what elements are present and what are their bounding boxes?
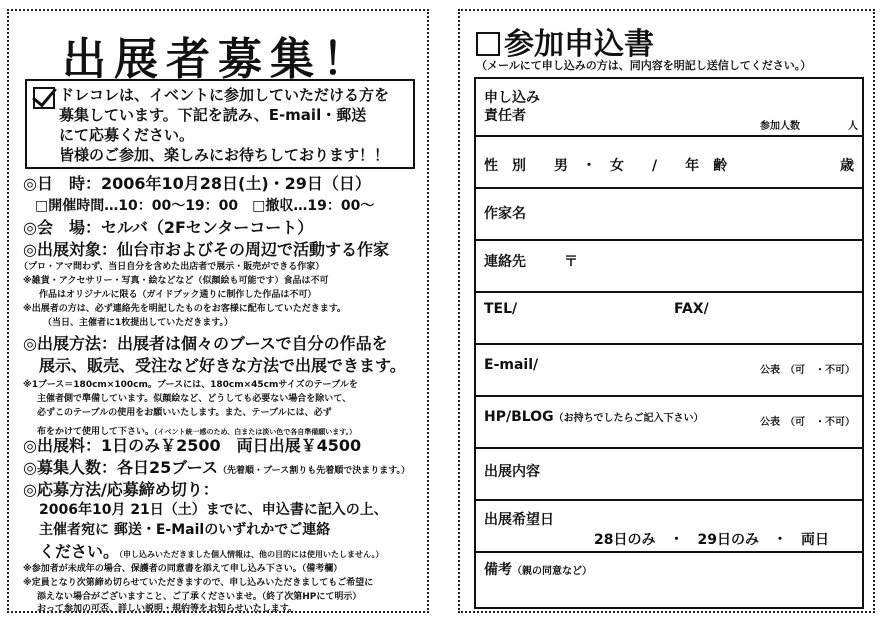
label-contact: 連絡先	[484, 254, 526, 270]
intro-line-1: ドレコレは、イベントに参加していただける方を	[59, 86, 390, 104]
apply-line: ◎応募方法/応募締め切り：	[23, 480, 219, 499]
intro-line-3: にて応募ください。	[59, 126, 195, 144]
method-line: ◎出展方法：出展者は個々のブースで自分の作品を	[23, 334, 388, 353]
form-row-preferred-day[interactable]	[476, 501, 862, 553]
label-day-options: 28日のみ ・ 29日のみ ・ 両日	[594, 532, 829, 548]
intro-line-4: 皆様のご参加、楽しみにお待ちしております！！	[59, 146, 390, 164]
label-preferred-day: 出展希望日	[484, 512, 554, 528]
label-participants: 参加人数	[760, 121, 800, 132]
intro-box	[25, 79, 415, 169]
label-postal-mark: 〒	[564, 254, 578, 270]
application-note: （メールにて申し込みの方は、同内容を明記し送信してください。）	[476, 59, 812, 72]
label-remarks	[484, 559, 592, 579]
form-row-gender-age[interactable]	[476, 137, 862, 189]
apply-line-1: 2006年10月 21日（土）までに、申込書に記入の上、	[39, 502, 388, 518]
count-line	[23, 455, 410, 478]
fee-line: ◎出展料：1日のみ￥2500 両日出展￥4500	[23, 436, 362, 455]
label-remarks-note: （親の同意など）	[512, 566, 592, 577]
target-line: ◎出展対象：仙台市およびその周辺で活動する作家	[23, 240, 389, 259]
form-row-email[interactable]	[476, 345, 862, 397]
form-row-artist-name[interactable]	[476, 189, 862, 241]
hours-line: □開催時間…10：00〜19：00 □撤収…19：00〜	[35, 198, 375, 214]
label-hp-public: 公表 （可 ・不可）	[760, 417, 855, 428]
recruitment-title: 出展者募集！	[62, 34, 374, 85]
method-note-4a: 布をかけて使用して下さい。	[37, 427, 155, 437]
form-row-remarks[interactable]	[476, 553, 862, 609]
intro-line-2: 募集しています。下記を読み、E-mail・郵送	[59, 106, 367, 124]
target-note-2: ※雑貨・アクセサリー・写真・絵などなど（似顔絵も可能です）食品は不可	[23, 276, 329, 286]
target-note-3: 作品はオリジナルに限る（ガイドブック通りに制作した作品は不可）	[39, 290, 317, 300]
application-form	[474, 77, 864, 609]
label-remarks-text: 備考	[484, 562, 512, 578]
method-line-2: 展示、販売、受注など好きな方法で出展できます。	[39, 356, 406, 375]
label-apply: 申し込み	[484, 90, 540, 106]
apply-line-3a: ください。	[39, 542, 120, 561]
label-artist-name: 作家名	[484, 206, 526, 222]
application-panel	[458, 9, 875, 613]
form-row-content[interactable]	[476, 449, 862, 501]
method-note-2: 主催者側で準備しています。似顔絵など、どうしても必要ない場合を除いて、	[37, 394, 352, 404]
label-hp-blog	[484, 409, 703, 425]
method-note-4b: （イベント統一感のため、白または淡い色で各自準備願います。）	[154, 428, 357, 436]
label-hp-blog-note: （お持ちでしたらご記入下さい）	[553, 413, 704, 424]
apply-line-3b: （申し込みいただきました個人情報は、他の目的には使用いたしません。）	[119, 550, 384, 559]
square-icon	[476, 32, 500, 56]
note-1: ※参加者が未成年の場合、保護者の同意書を添えて申し込み下さい。（備考欄）	[23, 564, 343, 574]
target-note-4: ※出展者の方は、必ず連絡先を明記したものをお客様に配布していただきます。	[23, 304, 347, 314]
checkbox-check-icon	[33, 87, 55, 109]
form-row-contact[interactable]	[476, 241, 862, 293]
label-age-unit: 歳	[840, 158, 854, 174]
note-3: 添えない場合がございますこと、ご了承くださいませ。（終了次第HPにて明示）	[37, 592, 362, 602]
date-line: ◎日 時：2006年10月28日(土)・29日（日）	[23, 174, 371, 193]
label-gender-age: 性 別 男 ・ 女 / 年 齢	[484, 158, 728, 174]
venue-line: ◎会 場：セルバ（2Fセンターコート）	[23, 218, 314, 237]
note-2: ※定員となり次第締め切らせていただきますので、申し込みいただきましてもご希望に	[23, 578, 374, 588]
apply-line-2: 主催者宛に 郵送・E-Mailのいずれかでご連絡	[39, 522, 331, 538]
target-note-5: （当日、主催者に1枚提出していただきます。）	[43, 318, 234, 328]
note-4: おって参加の可否、詳しい説明・規約等をお知らせいたします。	[37, 604, 298, 614]
count-text: ◎募集人数：各日25ブース	[23, 458, 218, 477]
apply-line-3	[39, 539, 384, 562]
method-note-3: 必ずこのテーブルの使用をお願いいたします。また、テーブルには、必ず	[37, 408, 332, 418]
form-row-website[interactable]	[476, 397, 862, 449]
form-row-phone[interactable]	[476, 293, 862, 345]
label-content: 出展内容	[484, 464, 540, 480]
label-persons: 人	[848, 121, 858, 132]
label-tel: TEL/	[484, 301, 518, 317]
form-row-responsible[interactable]	[476, 79, 862, 137]
label-email-public: 公表 （可 ・不可）	[760, 365, 855, 376]
count-note: （先着順・ブース割りも先着順で決まります。）	[217, 466, 411, 476]
label-hp-blog-text: HP/BLOG	[484, 409, 554, 425]
label-email: E-mail/	[484, 357, 539, 373]
target-note-1: （プロ・アマ問わず、当日自分を含めた出店者で展示・販売ができる作家）	[19, 262, 325, 272]
application-title-text: 参加申込書	[504, 27, 654, 62]
label-responsible: 責任者	[484, 108, 526, 124]
method-note-1: ※1ブース＝180cm×100cm。ブースには、180cm×45cmサイズのテーブルを	[23, 380, 358, 390]
label-fax: FAX/	[674, 301, 709, 317]
recruitment-panel	[7, 9, 429, 613]
